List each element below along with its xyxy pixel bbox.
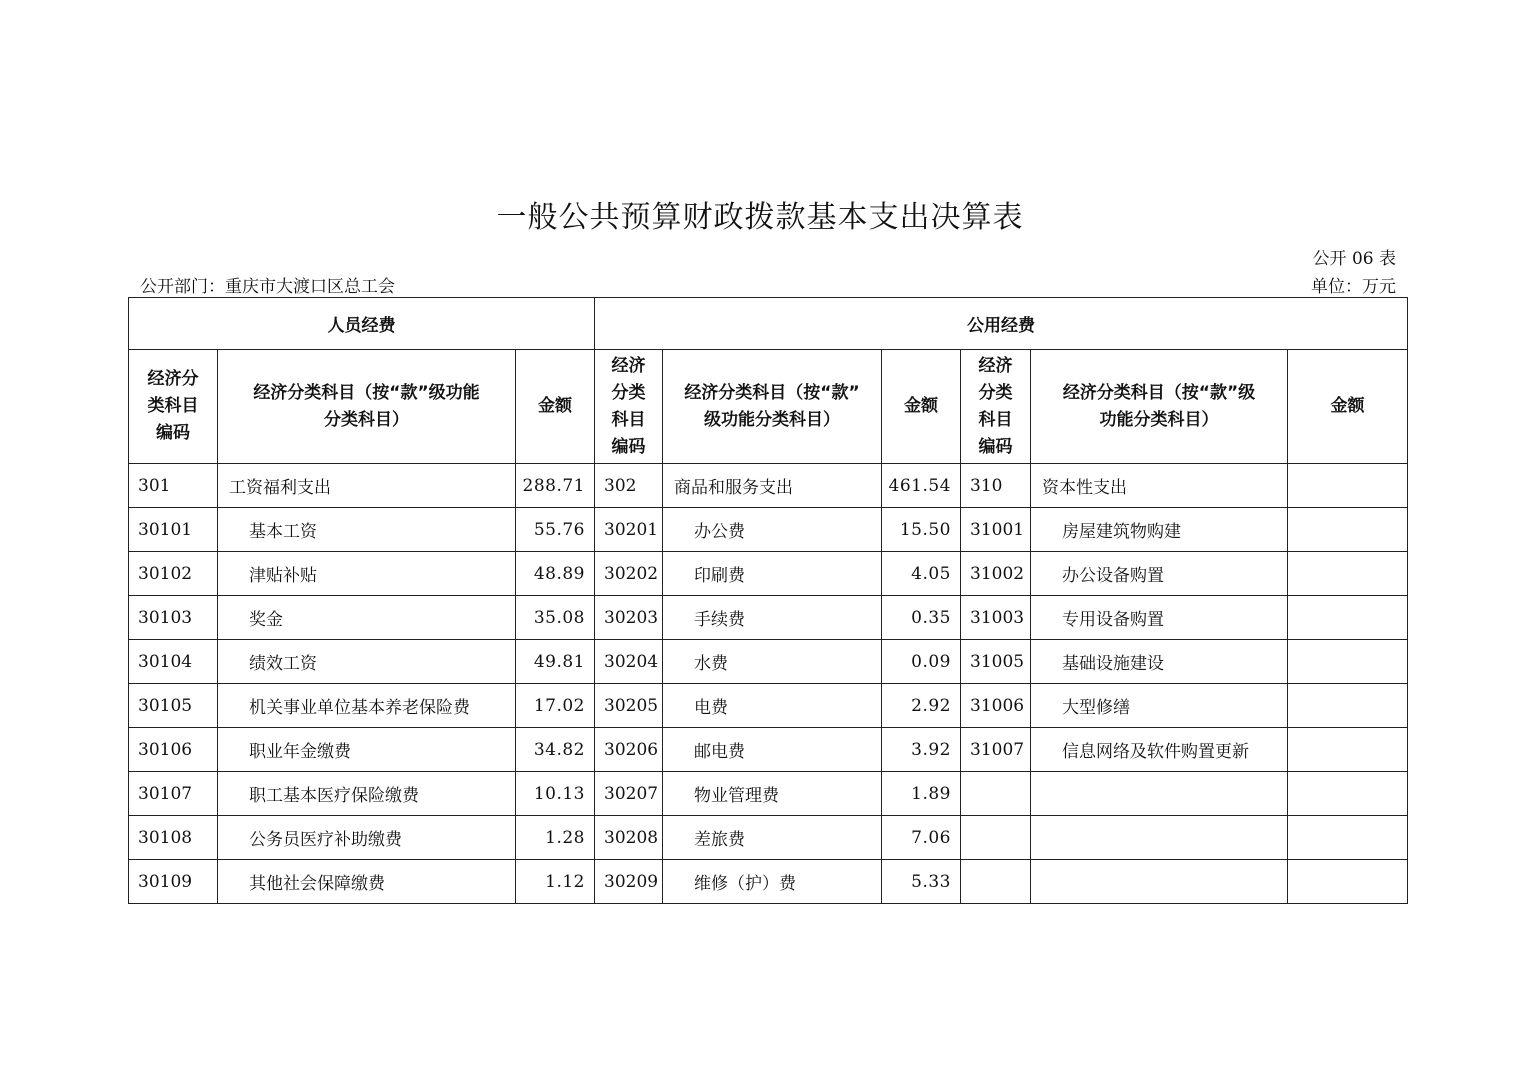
cell-code-public: 30202	[595, 552, 663, 596]
column-header-code: 经济分 类科目 编码	[129, 350, 218, 464]
cell-name-personnel: 公务员医疗补助缴费	[218, 816, 516, 860]
department-label: 公开部门：重庆市大渡口区总工会	[140, 277, 395, 297]
cell-name-capital: 资本性支出	[1031, 464, 1288, 508]
cell-amount-personnel: 17.02	[516, 684, 595, 728]
cell-amount-public: 461.54	[882, 464, 961, 508]
cell-name-capital	[1031, 816, 1288, 860]
cell-code-capital: 31006	[961, 684, 1031, 728]
column-header-amount: 金额	[516, 350, 595, 464]
column-header-name-public: 经济分类科目（按“款” 级功能分类科目）	[663, 350, 882, 464]
table-row	[129, 552, 1408, 596]
table-row	[129, 508, 1408, 552]
cell-name-personnel: 职工基本医疗保险缴费	[218, 772, 516, 816]
cell-name-public: 物业管理费	[663, 772, 882, 816]
cell-name-capital: 基础设施建设	[1031, 640, 1288, 684]
table-row	[129, 684, 1408, 728]
cell-amount-personnel: 34.82	[516, 728, 595, 772]
cell-code-public: 30203	[595, 596, 663, 640]
cell-amount-personnel: 288.71	[516, 464, 595, 508]
cell-code-capital	[961, 860, 1031, 904]
cell-code-public: 30205	[595, 684, 663, 728]
cell-name-public: 差旅费	[663, 816, 882, 860]
cell-name-public: 水费	[663, 640, 882, 684]
page-title: 一般公共预算财政拨款基本支出决算表	[496, 200, 1024, 235]
cell-name-personnel: 工资福利支出	[218, 464, 516, 508]
column-header-code-public: 经济 分类 科目 编码	[595, 350, 663, 464]
column-header-amount-capital: 金额	[1288, 350, 1408, 464]
column-header-name-capital: 经济分类科目（按“款”级 功能分类科目）	[1031, 350, 1288, 464]
cell-amount-public: 0.09	[882, 640, 961, 684]
cell-code-capital: 31001	[961, 508, 1031, 552]
cell-amount-public: 0.35	[882, 596, 961, 640]
cell-name-public: 手续费	[663, 596, 882, 640]
cell-amount-public: 7.06	[882, 816, 961, 860]
cell-code-personnel: 30101	[129, 508, 218, 552]
cell-amount-public: 1.89	[882, 772, 961, 816]
group-public-header: 公用经费	[595, 298, 1408, 350]
cell-name-personnel: 职业年金缴费	[218, 728, 516, 772]
cell-code-public: 30204	[595, 640, 663, 684]
cell-amount-public: 5.33	[882, 860, 961, 904]
cell-code-capital: 31007	[961, 728, 1031, 772]
cell-code-capital: 31002	[961, 552, 1031, 596]
form-number: 公开 06 表	[1312, 249, 1396, 269]
cell-amount-capital	[1288, 728, 1408, 772]
cell-code-personnel: 301	[129, 464, 218, 508]
cell-amount-personnel: 49.81	[516, 640, 595, 684]
table-row	[129, 816, 1408, 860]
cell-code-public: 30209	[595, 860, 663, 904]
cell-code-public: 30201	[595, 508, 663, 552]
cell-amount-capital	[1288, 464, 1408, 508]
cell-code-personnel: 30109	[129, 860, 218, 904]
cell-code-personnel: 30102	[129, 552, 218, 596]
cell-amount-personnel: 55.76	[516, 508, 595, 552]
cell-code-capital: 31005	[961, 640, 1031, 684]
table-row	[129, 860, 1408, 904]
cell-code-capital: 310	[961, 464, 1031, 508]
cell-code-personnel: 30107	[129, 772, 218, 816]
cell-code-public: 30207	[595, 772, 663, 816]
cell-code-public: 30206	[595, 728, 663, 772]
cell-name-personnel: 机关事业单位基本养老保险费	[218, 684, 516, 728]
table-row	[129, 596, 1408, 640]
cell-amount-public: 2.92	[882, 684, 961, 728]
cell-code-capital: 31003	[961, 596, 1031, 640]
cell-name-capital	[1031, 860, 1288, 904]
cell-code-personnel: 30105	[129, 684, 218, 728]
table-row	[129, 772, 1408, 816]
cell-name-personnel: 奖金	[218, 596, 516, 640]
cell-amount-capital	[1288, 816, 1408, 860]
cell-name-personnel: 其他社会保障缴费	[218, 860, 516, 904]
cell-code-personnel: 30104	[129, 640, 218, 684]
unit-label: 单位：万元	[1311, 277, 1396, 297]
cell-amount-personnel: 35.08	[516, 596, 595, 640]
cell-amount-personnel: 10.13	[516, 772, 595, 816]
cell-name-capital: 信息网络及软件购置更新	[1031, 728, 1288, 772]
table-row	[129, 728, 1408, 772]
cell-name-personnel: 绩效工资	[218, 640, 516, 684]
cell-amount-public: 4.05	[882, 552, 961, 596]
budget-table	[128, 297, 1408, 904]
cell-name-public: 办公费	[663, 508, 882, 552]
cell-amount-capital	[1288, 772, 1408, 816]
column-header-code-capital: 经济 分类 科目 编码	[961, 350, 1031, 464]
column-header-name: 经济分类科目（按“款”级功能 分类科目）	[218, 350, 516, 464]
cell-amount-public: 15.50	[882, 508, 961, 552]
cell-code-capital	[961, 772, 1031, 816]
cell-code-capital	[961, 816, 1031, 860]
cell-amount-capital	[1288, 860, 1408, 904]
cell-amount-capital	[1288, 596, 1408, 640]
cell-name-capital: 办公设备购置	[1031, 552, 1288, 596]
cell-name-capital	[1031, 772, 1288, 816]
cell-amount-capital	[1288, 640, 1408, 684]
cell-code-personnel: 30106	[129, 728, 218, 772]
cell-amount-personnel: 1.12	[516, 860, 595, 904]
cell-code-public: 30208	[595, 816, 663, 860]
cell-name-personnel: 基本工资	[218, 508, 516, 552]
cell-amount-capital	[1288, 552, 1408, 596]
cell-code-public: 302	[595, 464, 663, 508]
cell-code-personnel: 30103	[129, 596, 218, 640]
cell-name-public: 商品和服务支出	[663, 464, 882, 508]
cell-amount-public: 3.92	[882, 728, 961, 772]
cell-code-personnel: 30108	[129, 816, 218, 860]
cell-name-capital: 大型修缮	[1031, 684, 1288, 728]
cell-name-public: 邮电费	[663, 728, 882, 772]
table-row	[129, 640, 1408, 684]
cell-name-public: 电费	[663, 684, 882, 728]
cell-amount-capital	[1288, 684, 1408, 728]
cell-name-capital: 房屋建筑物购建	[1031, 508, 1288, 552]
cell-name-personnel: 津贴补贴	[218, 552, 516, 596]
cell-amount-personnel: 1.28	[516, 816, 595, 860]
cell-name-capital: 专用设备购置	[1031, 596, 1288, 640]
cell-name-public: 印刷费	[663, 552, 882, 596]
cell-amount-personnel: 48.89	[516, 552, 595, 596]
cell-name-public: 维修（护）费	[663, 860, 882, 904]
column-header-amount-public: 金额	[882, 350, 961, 464]
cell-amount-capital	[1288, 508, 1408, 552]
table-row	[129, 464, 1408, 508]
group-personnel-header: 人员经费	[129, 298, 595, 350]
